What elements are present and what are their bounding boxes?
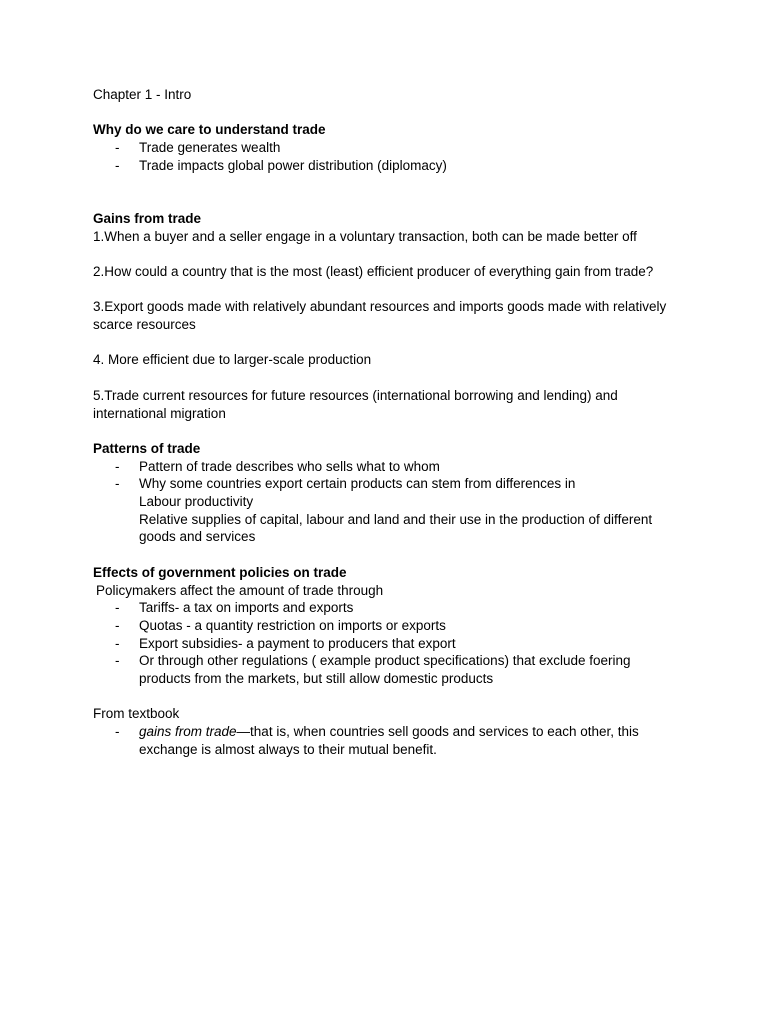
document-title: Chapter 1 - Intro bbox=[93, 87, 192, 102]
dash-bullet: - bbox=[115, 653, 120, 669]
dash-bullet: - bbox=[115, 458, 120, 474]
gains-point-2: 2.How could a country that is the most (least) efficient producer of everything gain from trade? bbox=[93, 263, 654, 279]
list-item: - Why some countries export certain products can stem from differences in bbox=[115, 476, 576, 492]
dash-bullet: - bbox=[115, 140, 120, 156]
dash-bullet: - bbox=[115, 157, 120, 173]
gains-point-1: 1.When a buyer and a seller engage in a voluntary transaction, both can be made better off bbox=[93, 228, 637, 244]
gains-point-5: 5.Trade current resources for future resources (international borrowing and lending) and international migration bbox=[93, 387, 618, 421]
textbook-list bbox=[93, 723, 683, 758]
heading-government-policies: Effects of government policies on trade bbox=[93, 564, 347, 580]
heading-patterns-of-trade: Patterns of trade bbox=[93, 440, 201, 456]
document-page bbox=[93, 86, 683, 759]
dash-bullet: - bbox=[115, 617, 120, 633]
dash-bullet: - bbox=[115, 724, 120, 740]
heading-from-textbook: From textbook bbox=[93, 706, 180, 722]
why-trade-list bbox=[93, 139, 683, 174]
list-item: - gains from trade—that is, when countries sell goods and services to each other, this exchange is almost always to their mutual benefit. bbox=[115, 724, 639, 757]
list-item: - Quotas - a quantity restriction on imports or exports bbox=[115, 617, 446, 633]
policies-intro: Policymakers affect the amount of trade through bbox=[96, 582, 384, 598]
list-item: - Or through other regulations ( example product specifications) that exclude foering products from the markets, but still allow domestic products bbox=[115, 653, 631, 687]
gains-point-3: 3.Export goods made with relatively abundant resources and imports goods made with relatively scarce resources bbox=[93, 299, 667, 333]
list-item: - Export subsidies- a payment to producers that export bbox=[115, 635, 456, 651]
patterns-continuation-2: Relative supplies of capital, labour and land and their use in the production of different goods and services bbox=[139, 511, 653, 545]
policies-list bbox=[93, 599, 683, 688]
dash-bullet: - bbox=[115, 635, 120, 651]
italic-term: gains from trade bbox=[139, 724, 237, 740]
list-item: - Trade impacts global power distribution (diplomacy) bbox=[115, 157, 447, 173]
heading-why-trade: Why do we care to understand trade bbox=[93, 122, 326, 138]
list-item: - Pattern of trade describes who sells what to whom bbox=[115, 458, 440, 474]
patterns-list bbox=[93, 458, 683, 493]
list-item: - Tariffs- a tax on imports and exports bbox=[115, 600, 354, 616]
list-item: - Trade generates wealth bbox=[115, 140, 281, 156]
heading-gains-from-trade: Gains from trade bbox=[93, 210, 202, 226]
patterns-continuation-1: Labour productivity bbox=[139, 494, 254, 510]
dash-bullet: - bbox=[115, 600, 120, 616]
dash-bullet: - bbox=[115, 476, 120, 492]
gains-point-4: 4. More efficient due to larger-scale production bbox=[93, 352, 372, 368]
